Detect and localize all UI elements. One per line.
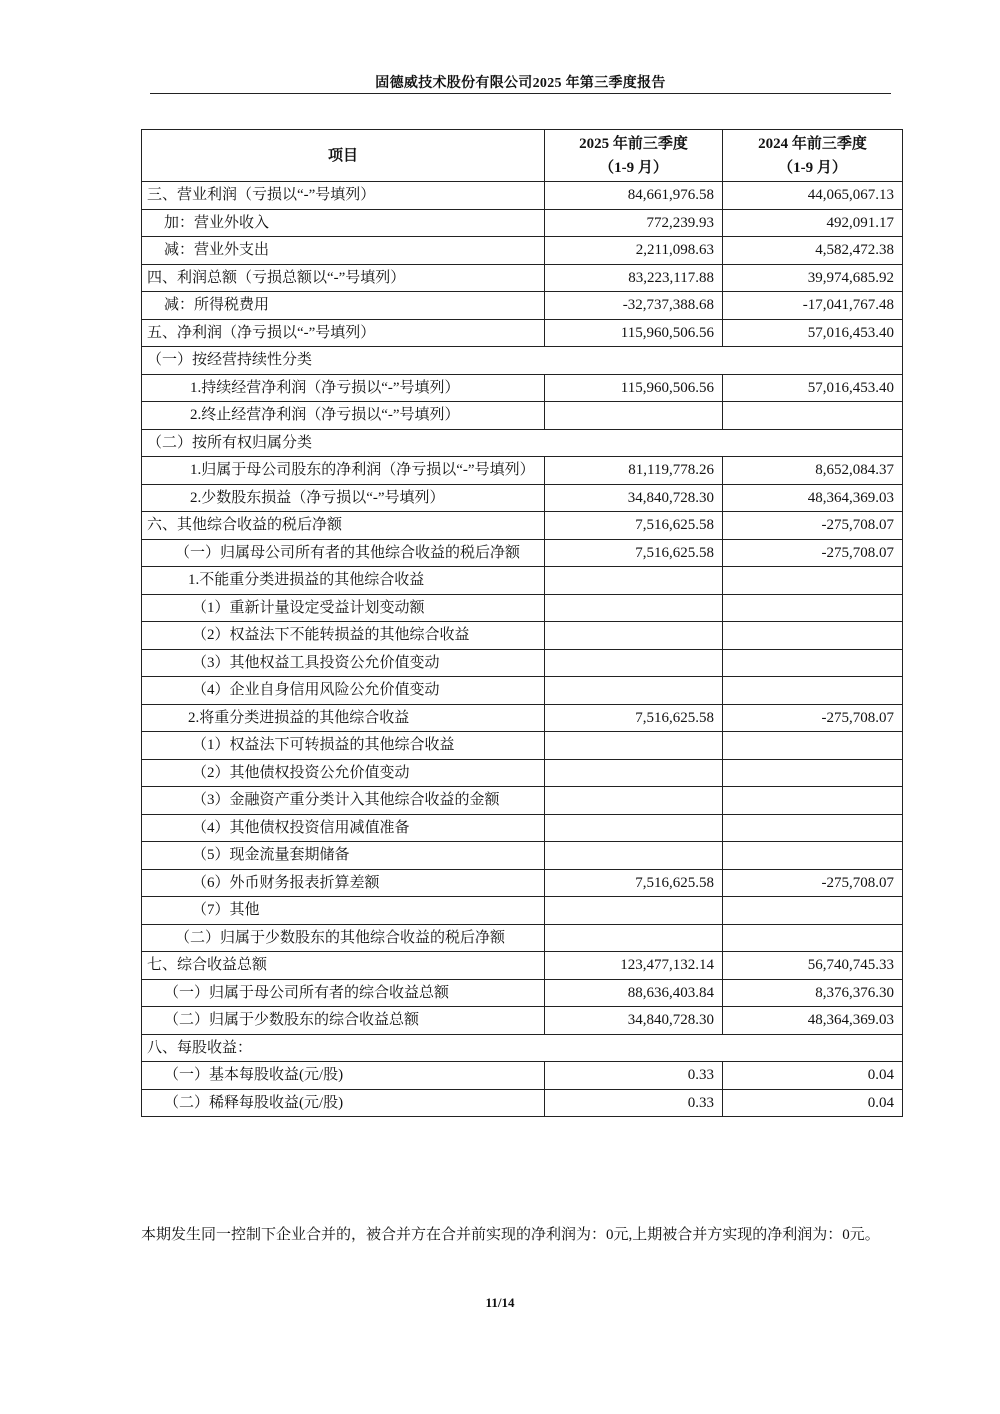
row-label: 减：所得税费用 <box>142 292 545 320</box>
column-header-current-line1: 2025 年前三季度 <box>579 135 688 152</box>
table-row <box>142 842 903 870</box>
row-label: （4）企业自身信用风险公允价值变动 <box>142 677 545 705</box>
column-header-prior <box>723 130 903 182</box>
row-value-prior: -275,708.07 <box>723 539 903 567</box>
row-value-prior: 8,376,376.30 <box>723 979 903 1007</box>
row-value-prior: 44,065,067.13 <box>723 182 903 210</box>
column-header-item: 项目 <box>142 130 545 182</box>
row-value-prior: 56,740,745.33 <box>723 952 903 980</box>
row-value-current: 83,223,117.88 <box>545 264 723 292</box>
column-header-prior-line2: （1-9 月） <box>778 159 847 176</box>
row-label: （二）归属于少数股东的综合收益总额 <box>142 1007 545 1035</box>
table-row <box>142 264 903 292</box>
table-row <box>142 1089 903 1117</box>
row-value-prior <box>723 732 903 760</box>
row-label: 四、利润总额（亏损总额以“-”号填列） <box>142 264 545 292</box>
table-row <box>142 484 903 512</box>
row-label: （一）按经营持续性分类 <box>142 347 903 375</box>
row-value-prior: -275,708.07 <box>723 704 903 732</box>
column-header-current <box>545 130 723 182</box>
row-value-current: 115,960,506.56 <box>545 319 723 347</box>
report-header: 固德威技术股份有限公司2025 年第三季度报告 <box>375 76 666 91</box>
row-label <box>142 457 545 485</box>
row-value-current <box>545 622 723 650</box>
table-row <box>142 567 903 595</box>
table-row <box>142 209 903 237</box>
row-label: （2）权益法下不能转损益的其他综合收益 <box>142 622 545 650</box>
page-number: 11/14 <box>485 1295 515 1310</box>
row-value-current: 34,840,728.30 <box>545 484 723 512</box>
table-row <box>142 457 903 485</box>
row-label <box>142 539 545 567</box>
row-label <box>142 924 545 952</box>
table-row <box>142 319 903 347</box>
row-value-current: 84,661,976.58 <box>545 182 723 210</box>
row-label-text: （3）金融资产重分类计入其他综合收益的金额 <box>192 792 500 808</box>
row-value-prior <box>723 814 903 842</box>
table-header-row <box>142 130 903 182</box>
row-value-current: 772,239.93 <box>545 209 723 237</box>
table-row <box>142 1062 903 1090</box>
table-row <box>142 292 903 320</box>
row-label: （4）其他债权投资信用减值准备 <box>142 814 545 842</box>
row-value-current <box>545 732 723 760</box>
table-row <box>142 402 903 430</box>
table-row <box>142 539 903 567</box>
row-value-current <box>545 402 723 430</box>
row-value-prior <box>723 677 903 705</box>
row-value-prior: 492,091.17 <box>723 209 903 237</box>
row-value-current: -32,737,388.68 <box>545 292 723 320</box>
table-row <box>142 787 903 815</box>
table-row <box>142 237 903 265</box>
row-label: 七、综合收益总额 <box>142 952 545 980</box>
table-row <box>142 512 903 540</box>
row-label <box>142 787 545 815</box>
row-value-current <box>545 594 723 622</box>
row-value-prior: 57,016,453.40 <box>723 319 903 347</box>
row-value-prior <box>723 594 903 622</box>
row-value-current <box>545 814 723 842</box>
row-label-text: （一）归属母公司所有者的其他综合收益的税后净额 <box>175 544 521 561</box>
row-label: 八、每股收益： <box>142 1034 903 1062</box>
row-value-prior <box>723 567 903 595</box>
row-value-current: 7,516,625.58 <box>545 869 723 897</box>
row-label: 减：营业外支出 <box>142 237 545 265</box>
table-row <box>142 732 903 760</box>
row-value-prior: 57,016,453.40 <box>723 374 903 402</box>
row-label: （一）归属于母公司所有者的综合收益总额 <box>142 979 545 1007</box>
table-row <box>142 814 903 842</box>
row-value-prior: 0.04 <box>723 1062 903 1090</box>
row-label: 1.不能重分类进损益的其他综合收益 <box>142 567 545 595</box>
table-row <box>142 594 903 622</box>
row-value-prior <box>723 649 903 677</box>
row-value-prior: -275,708.07 <box>723 869 903 897</box>
row-value-current: 7,516,625.58 <box>545 704 723 732</box>
table-row <box>142 649 903 677</box>
row-value-current <box>545 787 723 815</box>
footnote: 本期发生同一控制下企业合并的，被合并方在合并前实现的净利润为：0元,上期被合并方实现的净利润为：0元。 <box>141 1227 880 1243</box>
row-value-current: 0.33 <box>545 1062 723 1090</box>
row-value-prior <box>723 787 903 815</box>
table-row <box>142 347 903 375</box>
header-rule <box>150 93 891 94</box>
table-row <box>142 704 903 732</box>
row-value-current <box>545 924 723 952</box>
row-label-text: 1.归属于母公司股东的净利润（净亏损以“-”号填列） <box>190 462 535 478</box>
row-label: （1）重新计量设定受益计划变动额 <box>142 594 545 622</box>
row-value-current: 0.33 <box>545 1089 723 1117</box>
table-row <box>142 924 903 952</box>
table-row <box>142 1034 903 1062</box>
table-row <box>142 869 903 897</box>
row-label: （5）现金流量套期储备 <box>142 842 545 870</box>
row-value-prior <box>723 622 903 650</box>
row-value-prior: -17,041,767.48 <box>723 292 903 320</box>
row-label: 2.少数股东损益（净亏损以“-”号填列） <box>142 484 545 512</box>
income-statement-table <box>141 129 903 1117</box>
table-row <box>142 897 903 925</box>
row-value-current <box>545 649 723 677</box>
row-value-prior <box>723 759 903 787</box>
row-value-prior: 0.04 <box>723 1089 903 1117</box>
row-value-current: 115,960,506.56 <box>545 374 723 402</box>
row-value-prior <box>723 897 903 925</box>
row-value-prior: 4,582,472.38 <box>723 237 903 265</box>
row-value-current: 34,840,728.30 <box>545 1007 723 1035</box>
row-value-prior: 48,364,369.03 <box>723 1007 903 1035</box>
row-value-current: 7,516,625.58 <box>545 512 723 540</box>
row-label: （2）其他债权投资公允价值变动 <box>142 759 545 787</box>
table-row <box>142 622 903 650</box>
table-row <box>142 759 903 787</box>
table-row <box>142 429 903 457</box>
row-value-current: 88,636,403.84 <box>545 979 723 1007</box>
row-value-prior <box>723 842 903 870</box>
row-label: （3）其他权益工具投资公允价值变动 <box>142 649 545 677</box>
row-label: 五、净利润（净亏损以“-”号填列） <box>142 319 545 347</box>
column-header-prior-line1: 2024 年前三季度 <box>758 135 867 152</box>
table-row <box>142 182 903 210</box>
table-row <box>142 979 903 1007</box>
row-label: 1.持续经营净利润（净亏损以“-”号填列） <box>142 374 545 402</box>
row-label: （1）权益法下可转损益的其他综合收益 <box>142 732 545 760</box>
row-value-current: 7,516,625.58 <box>545 539 723 567</box>
row-label: （二）按所有权归属分类 <box>142 429 903 457</box>
row-value-prior: 39,974,685.92 <box>723 264 903 292</box>
table-row <box>142 374 903 402</box>
row-label: （一）基本每股收益(元/股) <box>142 1062 545 1090</box>
column-header-current-line2: （1-9 月） <box>599 159 668 176</box>
row-value-prior <box>723 402 903 430</box>
table-row <box>142 952 903 980</box>
row-label: （7）其他 <box>142 897 545 925</box>
row-value-current <box>545 842 723 870</box>
row-value-current: 2,211,098.63 <box>545 237 723 265</box>
row-value-prior: 48,364,369.03 <box>723 484 903 512</box>
row-value-prior <box>723 924 903 952</box>
row-label-text: （二）归属于少数股东的其他综合收益的税后净额 <box>175 929 506 946</box>
row-value-current <box>545 759 723 787</box>
table-row <box>142 1007 903 1035</box>
row-label: 2.终止经营净利润（净亏损以“-”号填列） <box>142 402 545 430</box>
row-value-current: 81,119,778.26 <box>545 457 723 485</box>
row-value-current <box>545 567 723 595</box>
row-label: （6）外币财务报表折算差额 <box>142 869 545 897</box>
row-label: 六、其他综合收益的税后净额 <box>142 512 545 540</box>
row-label: 2.将重分类进损益的其他综合收益 <box>142 704 545 732</box>
row-value-prior: -275,708.07 <box>723 512 903 540</box>
table-row <box>142 677 903 705</box>
row-label: 三、营业利润（亏损以“-”号填列） <box>142 182 545 210</box>
row-value-prior: 8,652,084.37 <box>723 457 903 485</box>
row-value-current <box>545 677 723 705</box>
row-label: 加：营业外收入 <box>142 209 545 237</box>
row-value-current <box>545 897 723 925</box>
row-label: （二）稀释每股收益(元/股) <box>142 1089 545 1117</box>
row-value-current: 123,477,132.14 <box>545 952 723 980</box>
